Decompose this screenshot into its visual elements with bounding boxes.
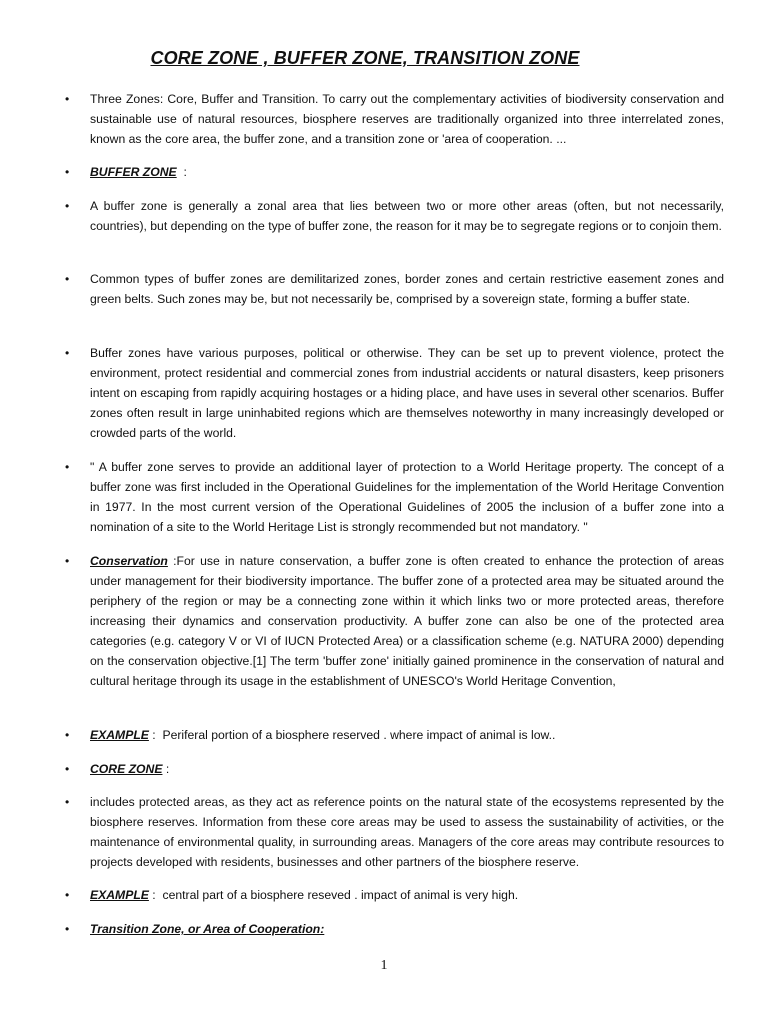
heading-suffix: : [176, 165, 187, 179]
list-item [65, 919, 724, 939]
list-item [65, 551, 724, 691]
item-text: A buffer zone is generally a zonal area that lies between two or more other areas (often, but not necessarily, countries), but depending on the type of buffer zone, the reason for it may be to segregate regions or to conjoin them. [90, 199, 724, 233]
list-item [65, 89, 724, 149]
heading-suffix: : [162, 762, 170, 776]
label-suffix: : [148, 888, 163, 902]
bullet-icon: • [65, 199, 70, 213]
bullet-icon: • [65, 460, 70, 474]
list-item [65, 792, 724, 872]
list-item [65, 457, 724, 537]
item-text: Buffer zones have various purposes, political or otherwise. They can be set up to prevent violence, protect the environment, protect residential and commercial zones from industrial accidents or natural disasters, keep prisoners intent on escaping from rapidly acquiring hostages or a hiding place, and have uses in several other scenarios. Buffer zones often result in large uninhabited regions which are themselves noteworthy in many increasingly developed or crowded parts of the world. [90, 346, 724, 440]
bullet-icon: • [65, 795, 70, 809]
list-item [65, 759, 724, 779]
bullet-icon: • [65, 728, 70, 742]
bullet-icon: • [65, 554, 70, 568]
item-text: central part of a biosphere reseved . impact of animal is very high. [162, 888, 519, 902]
bullet-icon: • [65, 888, 70, 902]
example-label: EXAMPLE [90, 728, 149, 742]
bullet-icon: • [65, 165, 70, 179]
bullet-icon: • [65, 346, 70, 360]
bullet-icon: • [65, 272, 70, 286]
item-text: " A buffer zone serves to provide an additional layer of protection to a World Heritage property. The concept of a buffer zone was first included in the Operational Guidelines for the implementation of the World Heritage Convention in 1977. In the most current version of the Operational Guidelines of 2005 the inclusion of a buffer zone into a nomination of a site to the World Heritage List is strongly recommended but not mandatory. " [90, 460, 724, 534]
example-label: EXAMPLE [90, 888, 149, 902]
list-item [65, 885, 724, 905]
label-suffix: : [167, 554, 177, 568]
list-item [65, 196, 724, 236]
section-heading-core-zone: CORE ZONE [90, 762, 163, 776]
item-text: includes protected areas, as they act as reference points on the natural state of the ecosystems represented by the biosphere reserves. Information from these core areas may be used to assess the sustainability of activities, or the maintenance of environmental quality, in surrounding areas. Managers of the core areas may contribute resources to projects developed with residents, businesses and other partners of the biosphere reserve. [90, 795, 724, 869]
bullet-icon: • [65, 762, 70, 776]
list-item [65, 725, 724, 745]
list-item [65, 343, 724, 443]
item-text: Periferal portion of a biosphere reserved . where impact of animal is low.. [162, 728, 556, 742]
item-text: For use in nature conservation, a buffer zone is often created to enhance the protection of areas under management for their biodiversity importance. The buffer zone of a protected area may be situated around the periphery of the region or may be a connecting zone within it which links two or more protected areas, therefore increasing their dynamics and conservation productivity. A buffer zone can also be one of the protected area categories (e.g. category V or VI of IUCN Protected Area) or a classification scheme (e.g. NATURA 2000) depending on the conservation objective.[1] The term 'buffer zone' initially gained prominence in the conservation of natural and cultural heritage through its usage in the establishment of UNESCO's World Heritage Convention, [90, 554, 724, 688]
conservation-label: Conservation [90, 554, 168, 568]
label-suffix: : [148, 728, 163, 742]
bullet-icon: • [65, 922, 70, 936]
item-text: Common types of buffer zones are demilitarized zones, border zones and certain restrictive easement zones and green belts. Such zones may be, but not necessarily be, comprised by a sovereign state, forming a buffer state. [90, 272, 724, 306]
item-text: Three Zones: Core, Buffer and Transition. To carry out the complementary activities of biodiversity conservation and sustainable use of natural resources, biosphere reserves are traditionally organized into three interrelated zones, known as the core area, the buffer zone, and a transition zone or 'area of cooperation. ... [90, 92, 724, 146]
bullet-icon: • [65, 92, 70, 106]
section-heading-buffer-zone: BUFFER ZONE [90, 165, 177, 179]
section-heading-transition-zone: Transition Zone, or Area of Cooperation: [90, 922, 325, 936]
page-number: 1 [380, 958, 388, 973]
list-item [65, 162, 724, 182]
list-item [65, 269, 724, 309]
page-title: CORE ZONE , BUFFER ZONE, TRANSITION ZONE [150, 48, 580, 68]
